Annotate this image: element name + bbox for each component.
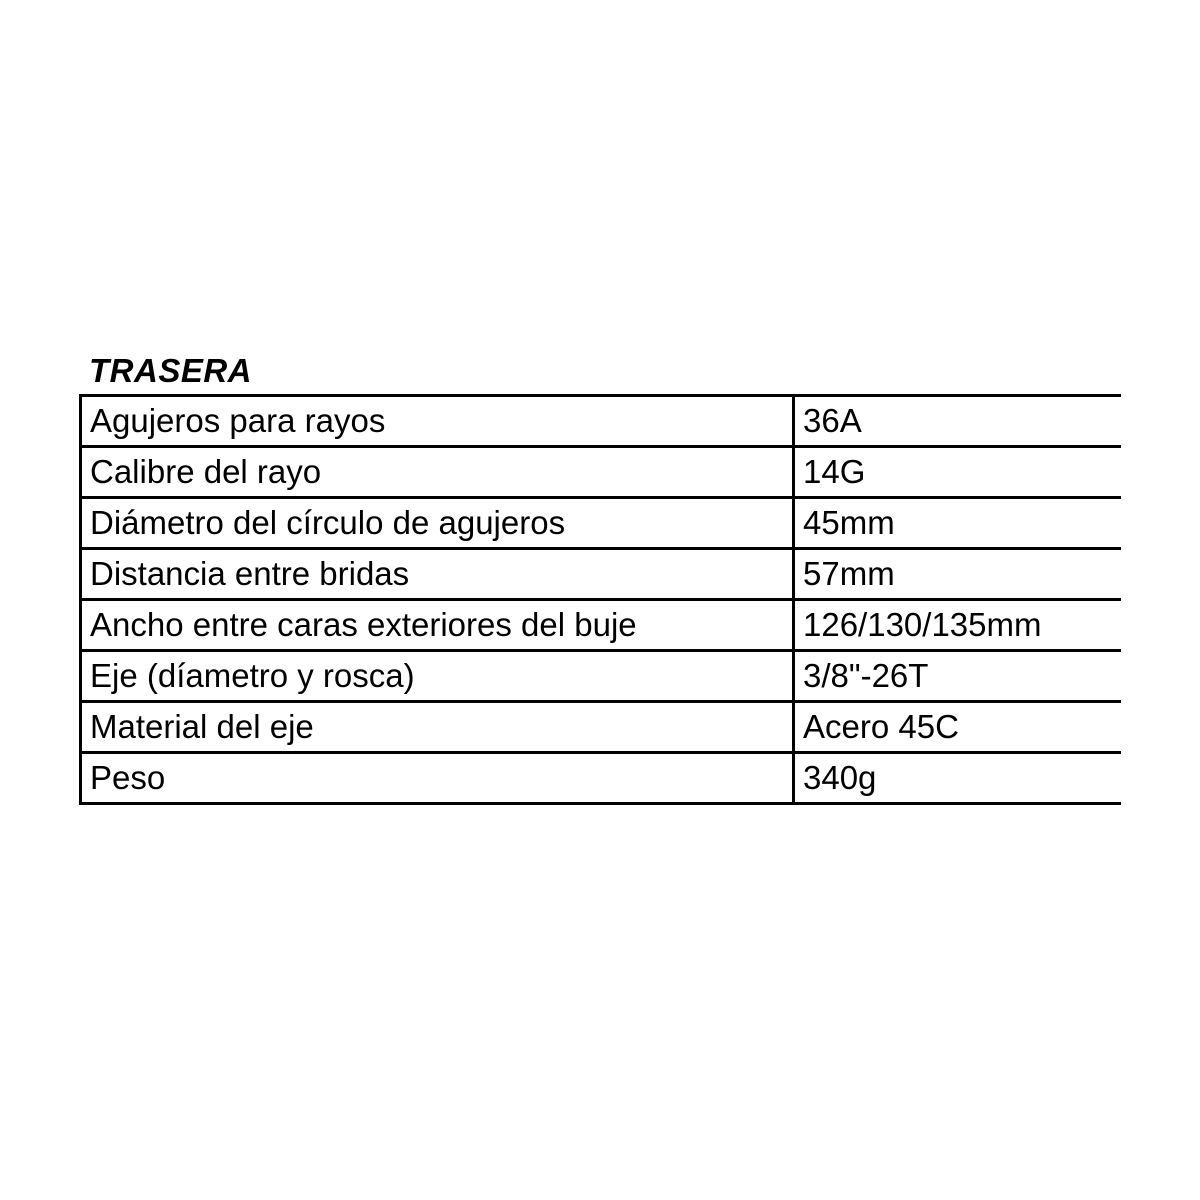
spec-value: 3/8"-26T bbox=[794, 651, 1121, 702]
spec-label: Agujeros para rayos bbox=[81, 396, 794, 447]
table-row bbox=[81, 600, 1121, 651]
spec-value: 126/130/135mm bbox=[794, 600, 1121, 651]
spec-value: 36A bbox=[794, 396, 1121, 447]
table-row bbox=[81, 396, 1121, 447]
spec-value: 45mm bbox=[794, 498, 1121, 549]
spec-label: Peso bbox=[81, 753, 794, 804]
table-row bbox=[81, 702, 1121, 753]
table-row bbox=[81, 447, 1121, 498]
spec-value: 57mm bbox=[794, 549, 1121, 600]
table-row bbox=[81, 549, 1121, 600]
spec-value: 14G bbox=[794, 447, 1121, 498]
spec-label: Calibre del rayo bbox=[81, 447, 794, 498]
spec-label: Distancia entre bridas bbox=[81, 549, 794, 600]
table-row bbox=[81, 651, 1121, 702]
spec-table bbox=[79, 394, 1121, 805]
table-row bbox=[81, 753, 1121, 804]
spec-label: Eje (díametro y rosca) bbox=[81, 651, 794, 702]
spec-value: 340g bbox=[794, 753, 1121, 804]
spec-label: Diámetro del círculo de agujeros bbox=[81, 498, 794, 549]
table-row bbox=[81, 498, 1121, 549]
spec-label: Ancho entre caras exteriores del buje bbox=[81, 600, 794, 651]
spec-label: Material del eje bbox=[81, 702, 794, 753]
spec-value: Acero 45C bbox=[794, 702, 1121, 753]
spec-title: TRASERA bbox=[89, 352, 253, 389]
